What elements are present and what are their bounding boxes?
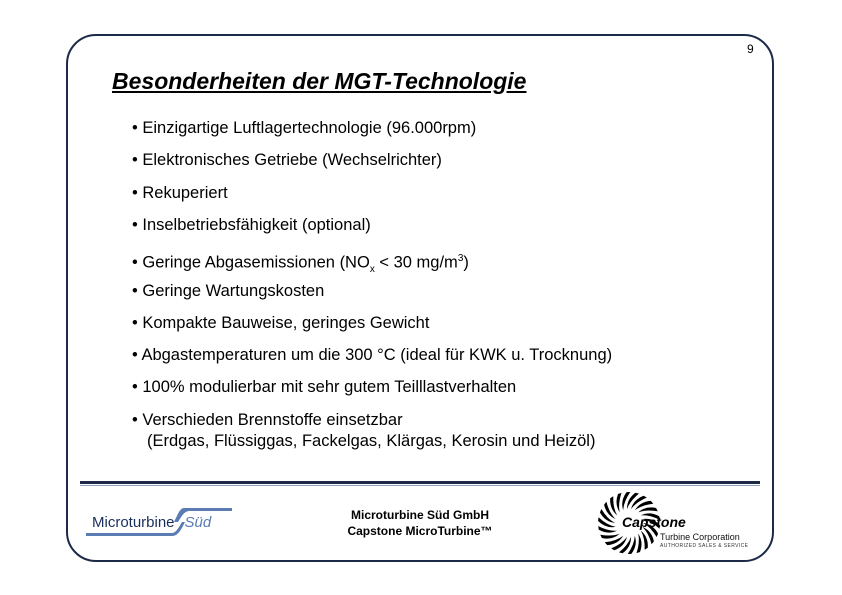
capstone-subtagline: AUTHORIZED SALES & SERVICE (660, 543, 749, 549)
capstone-tagline: Turbine Corporation (660, 532, 740, 542)
bullet-item: • Einzigartige Luftlagertechnologie (96.000rpm) (132, 119, 477, 137)
swirl-blade (641, 531, 648, 550)
bullet-item: • Rekuperiert (132, 184, 228, 202)
logo-word-sud: Süd (184, 514, 212, 531)
bullet-text: • Geringe Abgasemissionen (NO (132, 253, 370, 272)
bullet-item: • Inselbetriebsfähigkeit (optional) (132, 216, 371, 234)
superscript: 3 (457, 253, 464, 264)
swirl-blade (637, 534, 642, 554)
bullet-item (132, 248, 469, 280)
footer-divider-thin (80, 485, 760, 486)
bullet-item: • Kompakte Bauweise, geringes Gewicht (132, 314, 430, 332)
footer-company-info (300, 507, 540, 539)
bullet-item (132, 410, 595, 452)
product-name: Capstone MicroTurbine™ (347, 524, 493, 538)
swirl-blade (610, 496, 617, 515)
logo-word-microturbine: Microturbine (92, 514, 175, 531)
company-name: Microturbine Süd GmbH (351, 508, 489, 522)
bullet-text: < 30 mg/m (374, 253, 458, 272)
bullet-item: • 100% modulierbar mit sehr gutem Teilllastverhalten (132, 378, 517, 396)
bullet-item: • Elektronisches Getriebe (Wechselrichter) (132, 151, 442, 169)
bullet-continuation: (Erdgas, Flüssiggas, Fackelgas, Klärgas, Kerosin und Heizöl) (147, 432, 596, 450)
capstone-name: Capstone (622, 514, 686, 530)
bullet-text: ) (463, 253, 469, 272)
bullet-item: • Geringe Wartungskosten (132, 282, 325, 300)
page-number: 9 (747, 42, 754, 56)
bullet-text: • Verschieden Brennstoffe einsetzbar (132, 411, 403, 429)
swirl-blade (600, 534, 620, 539)
swirl-blade (638, 507, 658, 512)
microturbine-sud-wordmark (92, 514, 211, 531)
bullet-item: • Abgastemperaturen um die 300 °C (ideal für KWK u. Trocknung) (132, 346, 613, 364)
swirl-blade (616, 493, 621, 513)
footer-divider (80, 481, 760, 484)
subscript: x (369, 263, 375, 275)
slide-title: Besonderheiten der MGT-Technologie (112, 68, 527, 94)
